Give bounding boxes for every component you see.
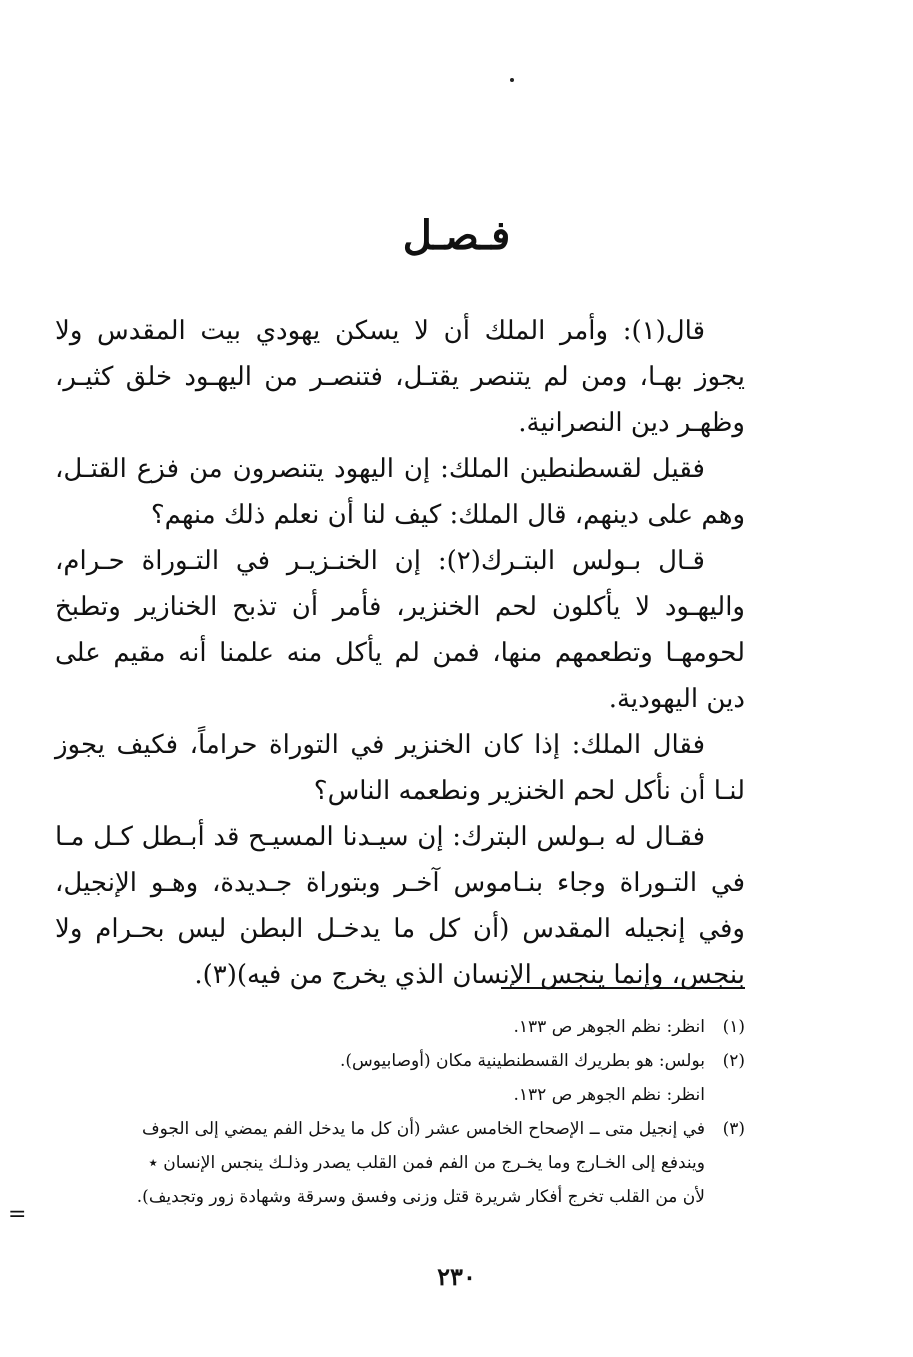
footnote-line: لأن من القلب تخرج أفكار شريرة قتل وزنى وفسق وسرقة وشهادة زور وتجديف). [136, 1187, 705, 1207]
footnote-line: في إنجيل متى ــ الإصحاح الخامس عشر (أن كل ما يدخل الفم يمضي إلى الجوف [141, 1119, 705, 1139]
section-title: فـصـل [402, 212, 511, 259]
stray-dot [510, 78, 514, 82]
footnote-line: بولس: هو بطريرك القسطنطينية مكان (أوصابيوس). [339, 1051, 705, 1071]
footnote-line: ويندفع إلى الخـارج وما يخـرج من الفم فمن القلب يصدر وذلـك ينجس الإنسان ٭ [148, 1153, 705, 1173]
footnote-separator [501, 987, 745, 989]
continuation-mark: = [8, 1202, 27, 1227]
paragraph: فقـال له بـولس البترك: إن سيـدنا المسيـح قد أبـطل كـل مـا في التـوراة وجاء بنـاموس آخـر وبتوراة جـديدة، وهـو الإنجيل، وفي إنجيله المقدس (أن كل ما يدخـل البطن ليس بحـرام ولا بنجس، وإنما ينجس الإنسان الذي يخرج من فيه)(٣). [55, 822, 745, 990]
footnote-number: (٣) [722, 1119, 745, 1139]
footnote-body [45, 1112, 705, 1214]
main-text [55, 308, 745, 998]
footnote-body [45, 1044, 705, 1112]
footnote [45, 1010, 745, 1044]
footnote [45, 1112, 745, 1214]
footnote-line: انظر: نظم الجوهر ص ١٣٣. [513, 1017, 705, 1037]
page-number: ٢٣٠ [437, 1262, 476, 1291]
footnote [45, 1044, 745, 1112]
footnote-line: انظر: نظم الجوهر ص ١٣٢. [513, 1085, 705, 1105]
paragraph: فقيل لقسطنطين الملك: إن اليهود يتنصرون من فزع القتـل، وهم على دينهم، قال الملك: كيف لنا أن نعلم ذلك منهم؟ [55, 454, 745, 530]
footnotes [45, 1010, 745, 1214]
paragraph: قال(١): وأمر الملك أن لا يسكن يهودي بيت المقدس ولا يجوز بهـا، ومن لم يتنصر يقتـل، فتنصـر من اليهـود خلق كثيـر، وظهـر دين النصرانية. [55, 316, 746, 438]
footnote-number: (١) [722, 1017, 745, 1037]
footnote-body [45, 1010, 705, 1044]
paragraph: فقال الملك: إذا كان الخنزير في التوراة حراماً، فكيف يجوز لنـا أن نأكل لحم الخنزير ونطعمه الناس؟ [55, 730, 745, 806]
footnote-number: (٢) [722, 1051, 745, 1071]
paragraph: قـال بـولس البتـرك(٢): إن الخنـزيـر في التـوراة حـرام، واليهـود لا يأكلون لحم الخنزير، فأمر أن تذبح الخنازير وتطبخ لحومهـا وتطعمهم منها، فمن لم يأكل منه علمنا أنه مقيم على دين اليهودية. [55, 546, 745, 714]
